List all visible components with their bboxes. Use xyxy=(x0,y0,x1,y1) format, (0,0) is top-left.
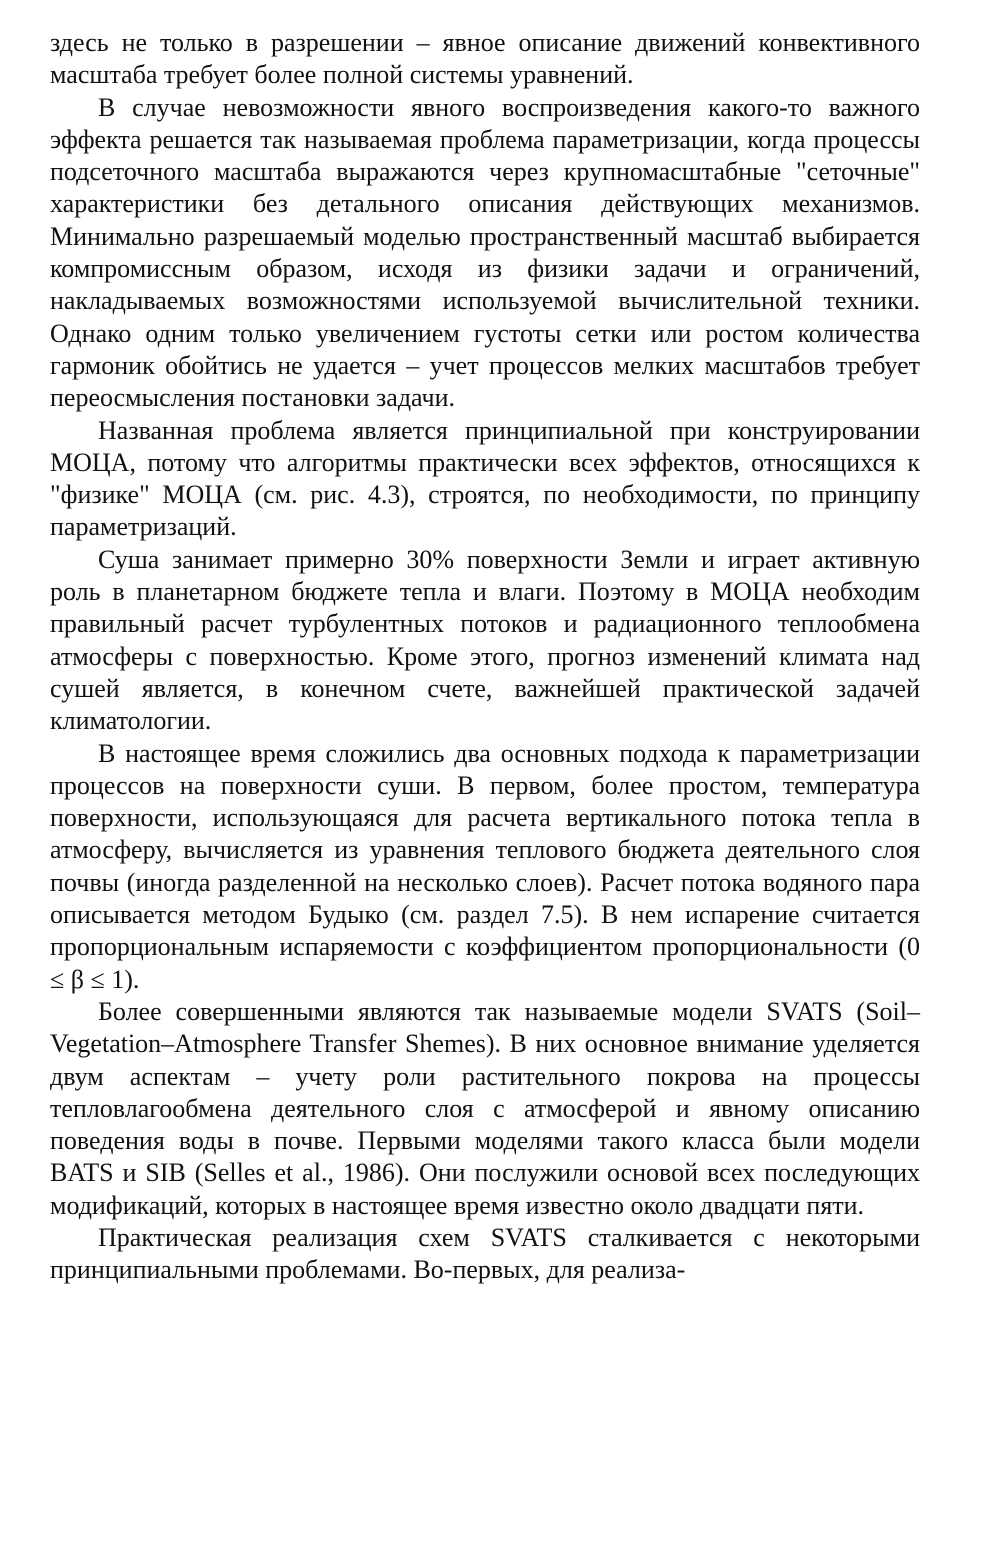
paragraph-continued: здесь не только в разрешении – явное описание движений конвективного масштаба требует более полной системы уравнений. xyxy=(50,28,920,90)
page-text xyxy=(50,27,920,1287)
paragraph-two-approaches: В настоящее время сложились два основных подхода к параметризации процессов на поверхности суши. В первом, более простом, температура поверхности, использующаяся для расчета вертикального потока тепла в атмосферу, вычисляется из уравнения теплового бюджета деятельного слоя почвы (иногда разделенной на несколько слоев). Расчет потока водяного пара описывается методом Будыко (см. раздел 7.5). В нем испарение считается пропорциональным испаряемости с коэффициентом пропорциональности (0 ≤ β ≤ 1). xyxy=(50,738,920,994)
paragraph-svats-models: Более совершенными являются так называемые модели SVATS (Soil–Vegetation–Atmosphere Transfer Shemes). В них основное внимание уделяется двум аспектам – учету роли растительного покрова на процессы тепловлагообмена деятельного слоя с атмосферой и явному описанию поведения воды в почве. Первыми моделями такого класса были модели BATS и SIB (Selles et al., 1986). Они послужили основой всех последующих модификаций, которых в настоящее время известно около двадцати пяти. xyxy=(50,996,920,1220)
paragraph-parameterization: В случае невозможности явного воспроизведения какого-то важного эффекта решается так называемая проблема параметризации, когда процессы подсеточного масштаба выражаются через крупномасштабные "сеточные" характеристики без детального описания действующих механизмов. Минимально разрешаемый моделью пространственный масштаб выбирается компромиссным образом, исходя из физики задачи и ограничений, накладываемых возможностями используемой вычислительной техники. Однако одним только увеличением густоты сетки или ростом количества гармоник обойтись не удается – учет процессов мелких масштабов требует переосмысления постановки задачи. xyxy=(50,92,920,413)
paragraph-svats-problems: Практическая реализация схем SVATS сталкивается с некоторыми принципиальными проблемами. Во-первых, для реализа- xyxy=(50,1222,920,1285)
paragraph-mocа-physics: Названная проблема является принципиальной при конструировании МОЦА, потому что алгоритмы практически всех эффектов, относящихся к "физике" МОЦА (см. рис. 4.3), строятся, по необходимости, по принципу параметризаций. xyxy=(50,415,920,542)
paragraph-land-surface: Суша занимает примерно 30% поверхности Земли и играет активную роль в планетарном бюджете тепла и влаги. Поэтому в МОЦА необходим правильный расчет турбулентных потоков и радиационного теплообмена атмосферы с поверхностью. Кроме этого, прогноз изменений климата над сушей является, в конечном счете, важнейшей практической задачей климатологии. xyxy=(50,544,920,736)
